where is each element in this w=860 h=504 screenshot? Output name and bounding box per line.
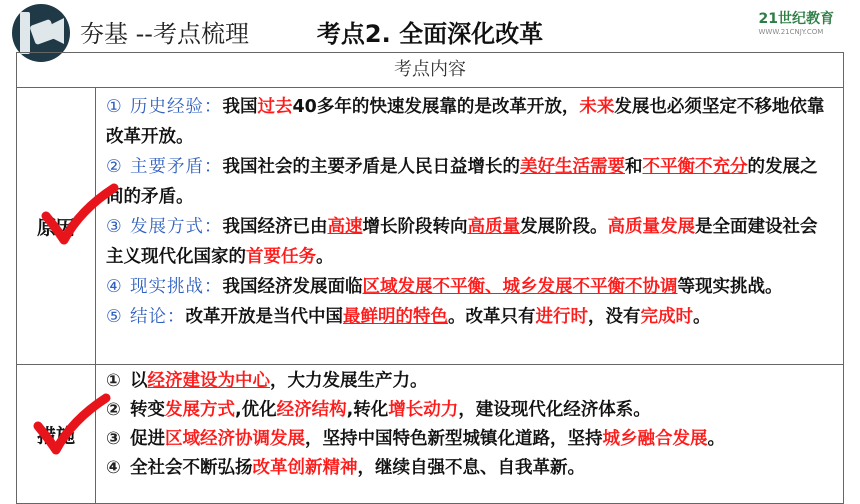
highlight-text: 增长动力 [388, 400, 459, 420]
item-text: 我国经济发展面临 [222, 277, 363, 297]
item-text: 40多年的快速发展靠的是改革开放， [292, 97, 580, 117]
content-table [16, 52, 844, 504]
measure-label: 措施 [17, 365, 96, 504]
item-text: 以 [130, 371, 148, 391]
highlight-text: 美好生活需要 [520, 157, 625, 177]
item-key: 历史经验： [130, 97, 223, 117]
highlight-text: 发展方式 [165, 400, 235, 420]
reason-item [106, 302, 833, 332]
item-number: ① [106, 97, 122, 117]
highlight-text: 不平衡不充分 [642, 157, 748, 177]
item-key: 主要矛盾： [130, 157, 223, 177]
highlight-text: 区域发展不平衡、城乡发展不平衡不协调 [362, 277, 678, 297]
highlight-text: 未来 [579, 97, 615, 117]
item-text: ,优化 [235, 400, 277, 420]
item-key: 结论： [130, 307, 186, 327]
item-key: 现实挑战： [130, 277, 223, 297]
highlight-text: 城乡融合发展 [602, 429, 708, 449]
item-text: 。 [707, 429, 725, 449]
page-title: 考点2. 全面深化改革 [316, 20, 544, 48]
item-text: 发展也必须坚定不移地依靠改革开放。 [106, 97, 825, 147]
reason-item [106, 212, 833, 272]
section-title: 夯基 --考点梳理 [80, 20, 249, 48]
item-text: ，大力发展生产力。 [270, 371, 428, 391]
highlight-text: 高速 [327, 217, 363, 237]
reason-item [106, 92, 833, 152]
item-number: ⑤ [106, 307, 122, 327]
reason-list [96, 88, 844, 365]
item-text: 。改革只有 [448, 307, 536, 327]
reason-item [106, 152, 833, 212]
measure-item [106, 396, 833, 425]
item-number: ③ [106, 217, 122, 237]
item-text: 我国经济已由 [222, 217, 328, 237]
brand-url: WWW.21CNJY.COM [758, 28, 824, 36]
brand-logo [759, 8, 834, 36]
item-text: 增长阶段转向 [362, 217, 468, 237]
item-text: ，坚持中国特色新型城镇化道路，坚持 [305, 429, 603, 449]
highlight-text: 最鲜明的特色 [343, 307, 448, 327]
highlight-text: 经济建设为中心 [147, 371, 270, 391]
item-text: 的发展之间的矛盾。 [106, 157, 818, 207]
item-text: ，建设现代化经济体系。 [458, 400, 651, 420]
item-number: ② [106, 157, 122, 177]
reason-label: 原因 [17, 88, 96, 365]
item-text: 改革开放是当代中国 [185, 307, 343, 327]
item-number: ④ [106, 458, 121, 478]
highlight-text: 高质量 [467, 217, 520, 237]
item-text: 发展阶段。 [520, 217, 608, 237]
measure-item [106, 425, 833, 454]
item-text: ，继续自强不息、自我革新。 [357, 458, 585, 478]
item-text: ，没有 [588, 307, 641, 327]
measure-list [96, 365, 844, 504]
highlight-text: 过去 [257, 97, 293, 117]
item-text: 我国社会的主要矛盾是人民日益增长的 [222, 157, 520, 177]
item-text: 是全面建设社会主义现代化国家的 [106, 217, 818, 267]
highlight-text: 改革创新精神 [252, 458, 358, 478]
highlight-text: 完成时 [640, 307, 693, 327]
highlight-text: 经济结构 [276, 400, 347, 420]
item-text: 全社会不断弘扬 [130, 458, 253, 478]
red-check-icon [40, 182, 120, 252]
item-number: ② [106, 400, 121, 420]
item-text: 等现实挑战。 [677, 277, 783, 297]
item-text: 促进 [130, 429, 165, 449]
item-text: 转变 [130, 400, 165, 420]
item-key: 发展方式： [130, 217, 223, 237]
highlight-text: 首要任务 [246, 247, 316, 267]
highlight-text: 进行时 [535, 307, 588, 327]
item-text: 和 [625, 157, 643, 177]
measure-item [106, 454, 833, 483]
item-text: 。 [316, 247, 334, 267]
highlight-text: 高质量发展 [607, 217, 695, 237]
item-number: ④ [106, 277, 122, 297]
table-header: 考点内容 [17, 53, 844, 88]
item-text: 我国 [222, 97, 258, 117]
red-check-icon [32, 392, 112, 462]
measure-item [106, 367, 833, 396]
brand-name: 21世纪教育 [758, 11, 834, 27]
item-text: 。 [693, 307, 711, 327]
item-number: ③ [106, 429, 121, 449]
item-number: ① [106, 371, 121, 391]
item-text: ,转化 [346, 400, 389, 420]
highlight-text: 区域经济协调发展 [165, 429, 305, 449]
reason-item [106, 272, 833, 302]
